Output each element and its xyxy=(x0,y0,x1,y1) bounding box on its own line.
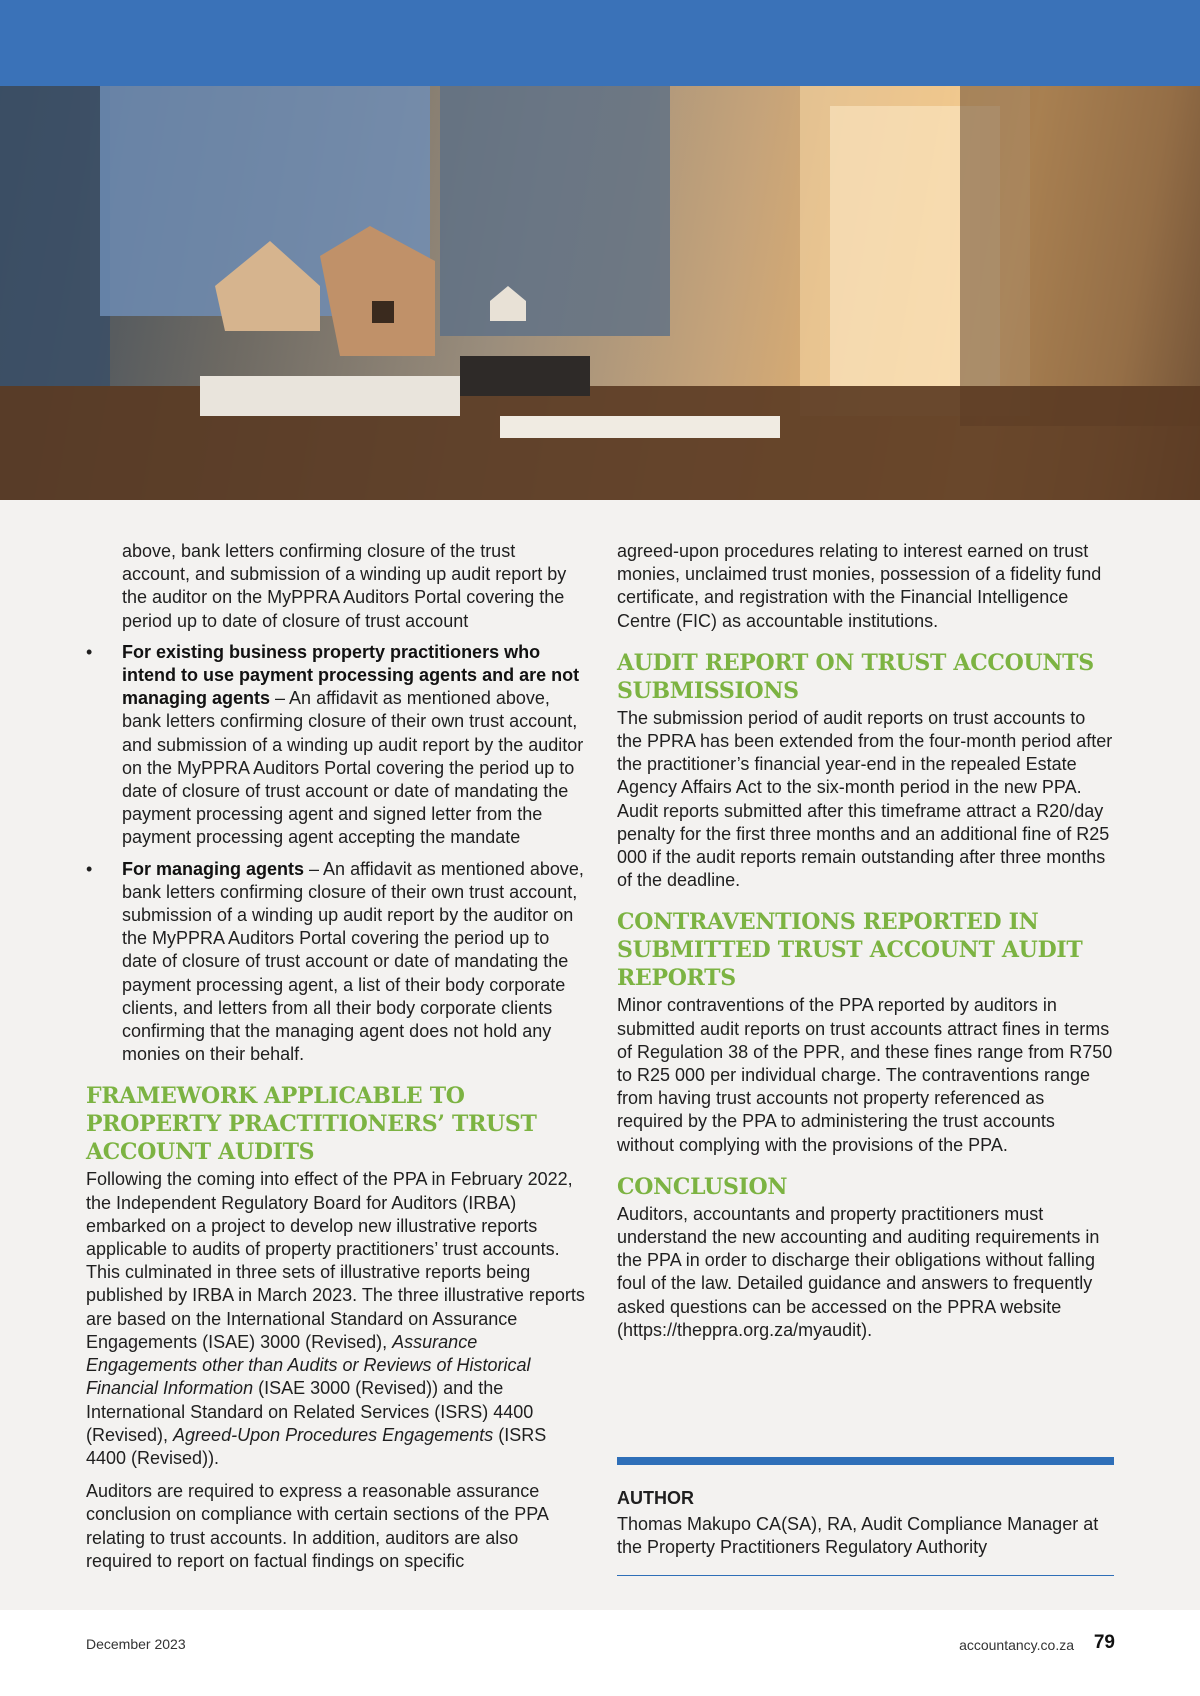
left-column xyxy=(86,540,586,1583)
footer-site-link[interactable]: accountancy.co.za xyxy=(959,1637,1074,1653)
continuation-text: above, bank letters confirming closure of the trust account, and submission of a winding up audit report by the auditor on the MyPPRA Auditors Portal covering the period up to date of closure of trust account xyxy=(122,541,567,631)
bullet-text: – An affidavit as mentioned above, bank letters confirming closure of their own trust account, submission of a winding up audit report by the auditor on the MyPPRA Auditors Portal covering the period up to date of closure of trust account or date of mandating the payment processing agent, a list of their body corporate clients, and letters from all their body corporate clients confirming that the managing agent does not hold any monies on their behalf. xyxy=(122,858,584,1065)
framework-heading: FRAMEWORK APPLICABLE TO PROPERTY PRACTITIONERS’ TRUST ACCOUNT AUDITS xyxy=(86,1083,537,1166)
bullet-lead: For existing business property practitioners who intend to use payment processing agents and are not managing agents xyxy=(122,641,580,709)
paragraph-text: (ISRS 4400 (Revised)). xyxy=(86,1424,547,1468)
bullet-text: – An affidavit as mentioned above, bank letters confirming closure of their own trust account, and submission of a winding up audit report by the auditor on the MyPPRA Auditors Portal covering the period up to date of closure of trust account or date of mandating the payment processing agent and signed letter from the payment processing agent accepting the mandate xyxy=(122,688,584,848)
standard-title: Assurance Engagements other than Audits or Reviews of Historical Financial Information xyxy=(86,1331,531,1399)
bullet-icon: • xyxy=(86,858,93,879)
conclusion-heading: CONCLUSION xyxy=(617,1173,788,1200)
audit-report-paragraph: The submission period of audit reports on trust accounts to the PPRA has been extended from the four-month period after the practitioner’s financial year-end in the repealed Estate Agency Affairs Act to the six-month period in the new PPA. Audit reports submitted after this timeframe attract a R20/day penalty for the first three months and an additional fine of R25 000 if the audit reports remain outstanding after three months of the deadline. xyxy=(617,707,1113,891)
continuation-paragraph: agreed-upon procedures relating to interest earned on trust monies, unclaimed trust monies, possession of a fidelity fund certificate, and registration with the Financial Intelligence Centre (FIC) as accountable institutions. xyxy=(617,541,1102,631)
hero-photo xyxy=(0,86,1200,500)
paragraph-text: (ISAE 3000 (Revised)) and the International Standard on Related Services (ISRS) 4400 (Revised), xyxy=(86,1378,534,1445)
right-column xyxy=(617,540,1115,1352)
bullet-icon: • xyxy=(86,641,93,662)
bullet-lead: For managing agents xyxy=(122,858,305,879)
hero-illustration xyxy=(0,86,1200,500)
page-footer xyxy=(0,1610,1200,1696)
contraventions-heading: CONTRAVENTIONS REPORTED IN SUBMITTED TRUST ACCOUNT AUDIT REPORTS xyxy=(617,909,1083,992)
standard-title: Agreed-Upon Procedures Engagements xyxy=(173,1424,494,1445)
list-item-managing-agents xyxy=(86,858,586,1067)
contraventions-paragraph: Minor contraventions of the PPA reported by auditors in submitted audit reports on trust accounts attract fines in terms of Regulation 38 of the PPR, and these fines range from R750 to R25 000 per individual charge. The contraventions range from having trust accounts not property referenced as required by the PPA to administering the trust accounts without complying with the provisions of the PPA. xyxy=(617,995,1113,1155)
author-bio: Thomas Makupo CA(SA), RA, Audit Compliance Manager at the Property Practitioners Regulatory Authority xyxy=(617,1514,1099,1558)
author-rule-top xyxy=(617,1457,1114,1465)
author-rule-bottom xyxy=(617,1575,1114,1576)
page-number: 79 xyxy=(1093,1632,1115,1653)
list-item-payment-processing xyxy=(86,641,586,850)
author-label: AUTHOR xyxy=(617,1488,694,1508)
list-item-continuation xyxy=(86,540,586,633)
header-bar xyxy=(0,0,1200,86)
framework-paragraph-1 xyxy=(86,1168,586,1470)
framework-paragraph-2: Auditors are required to express a reasonable assurance conclusion on compliance with certain sections of the PPA relating to trust accounts. In addition, auditors are also required to report on factual findings on specific xyxy=(86,1481,548,1571)
audit-report-heading: AUDIT REPORT ON TRUST ACCOUNTS SUBMISSIONS xyxy=(617,649,1094,704)
eligibility-list xyxy=(86,540,586,1066)
footer-date: December 2023 xyxy=(86,1636,186,1652)
conclusion-paragraph: Auditors, accountants and property practitioners must understand the new accounting and auditing requirements in the PPA in order to discharge their obligations without falling foul of the law. Detailed guidance and answers to frequently asked questions can be accessed on the PPRA website (https://theppra.org.za/myaudit). xyxy=(617,1203,1100,1340)
paragraph-text: Following the coming into effect of the PPA in February 2022, the Independent Regulatory Board for Auditors (IRBA) embarked on a project to develop new illustrative reports applicable to audits of property practitioners’ trust accounts. This culminated in three sets of illustrative reports being published by IRBA in March 2023. The three illustrative reports are based on the International Standard on Assurance Engagements (ISAE) 3000 (Revised), xyxy=(86,1169,585,1352)
